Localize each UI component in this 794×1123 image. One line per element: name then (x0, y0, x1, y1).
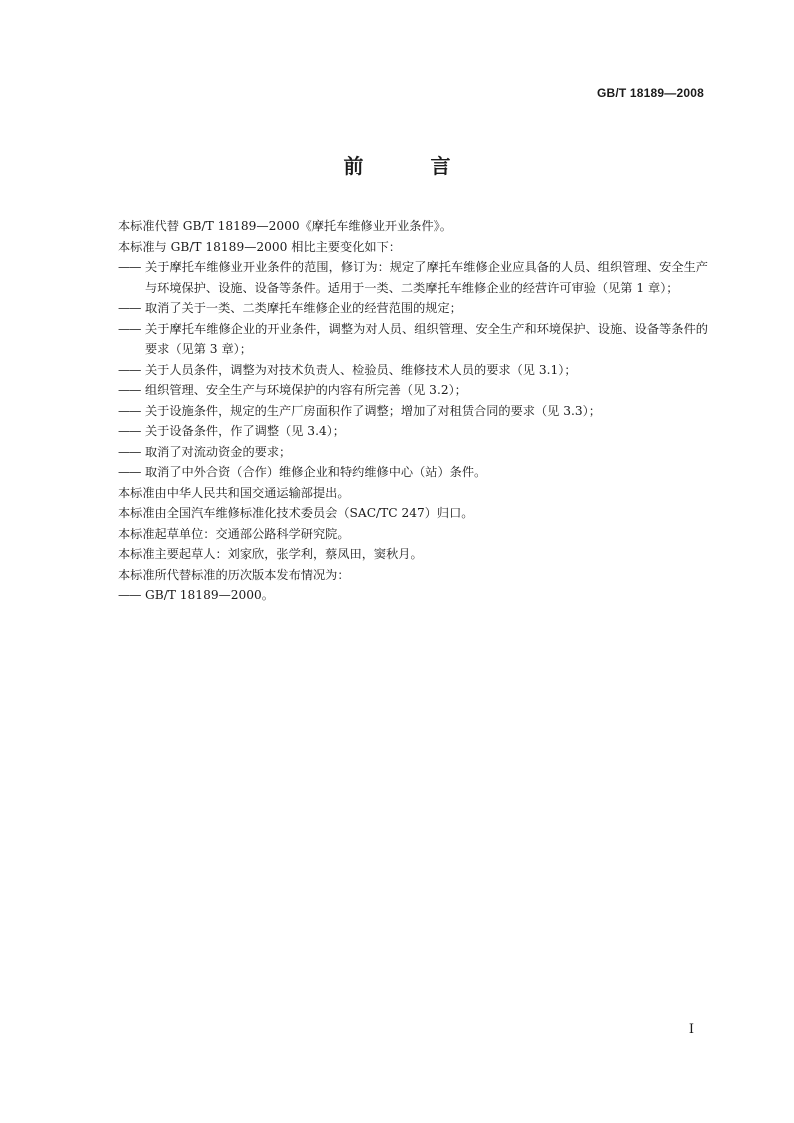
page-title: 前 言 (343, 154, 481, 178)
change-text: 关于摩托车维修业开业条件的范围，修订为：规定了摩托车维修企业应具备的人员、组织管理、安全生产与环境保护、设施、设备等条件。适用于一类、二类摩托车维修企业的经营许可审验（见第 1 章）； (145, 260, 708, 295)
paragraph-drafting-unit: 本标准起草单位：交通部公路科学研究院。 (118, 526, 350, 541)
dash-mark: —— (118, 444, 141, 459)
change-item (118, 298, 708, 319)
change-text: 关于人员条件，调整为对技术负责人、检验员、维修技术人员的要求（见 3.1）； (145, 362, 577, 377)
dash-mark: —— (118, 260, 141, 274)
paragraph-proposed-by: 本标准由中华人民共和国交通运输部提出。 (118, 485, 350, 500)
change-text: 组织管理、安全生产与环境保护的内容有所完善（见 3.2）； (145, 383, 467, 397)
change-item (118, 401, 708, 422)
dash-mark: —— (118, 424, 141, 438)
change-item (118, 421, 708, 442)
change-text: 关于设备条件，作了调整（见 3.4）； (145, 424, 345, 438)
history-item (118, 585, 708, 606)
dash-mark: —— (118, 465, 141, 479)
change-text: 关于设施条件，规定的生产厂房面积作了调整；增加了对租赁合同的要求（见 3.3）； (145, 403, 601, 418)
change-item (118, 319, 708, 360)
paragraph-history-intro: 本标准所代替标准的历次版本发布情况为： (118, 567, 350, 582)
standard-code: GB/T 18189—2008 (596, 86, 704, 100)
change-item (118, 257, 708, 298)
change-text: 取消了对流动资金的要求； (145, 444, 292, 459)
page-number: I (688, 1022, 694, 1037)
change-item (118, 380, 708, 401)
dash-mark: —— (118, 301, 141, 315)
foreword-body (118, 216, 708, 606)
history-text: GB/T 18189—2000。 (145, 588, 274, 602)
paragraph-replaces: 本标准代替 GB/T 18189—2000《摩托车维修业开业条件》。 (118, 219, 452, 233)
dash-mark: —— (118, 321, 141, 336)
change-text: 取消了中外合资（合作）维修企业和特约维修中心（站）条件。 (145, 465, 487, 479)
dash-mark: —— (118, 403, 141, 418)
dash-mark: —— (118, 383, 141, 397)
paragraph-committee: 本标准由全国汽车维修标准化技术委员会（SAC/TC 247）归口。 (118, 506, 474, 520)
change-text: 取消了关于一类、二类摩托车维修企业的经营范围的规定； (145, 301, 462, 315)
paragraph-changes-intro: 本标准与 GB/T 18189—2000 相比主要变化如下： (118, 239, 401, 254)
change-item (118, 462, 708, 483)
paragraph-drafters: 本标准主要起草人：刘家欣，张学利，蔡凤田，窦秋月。 (118, 547, 423, 561)
change-text: 关于摩托车维修企业的开业条件，调整为对人员、组织管理、安全生产和环境保护、设施、设备等条件的要求（见第 3 章）； (145, 321, 708, 356)
change-item (118, 442, 708, 463)
change-item (118, 360, 708, 381)
dash-mark: —— (118, 588, 141, 602)
dash-mark: —— (118, 362, 141, 377)
